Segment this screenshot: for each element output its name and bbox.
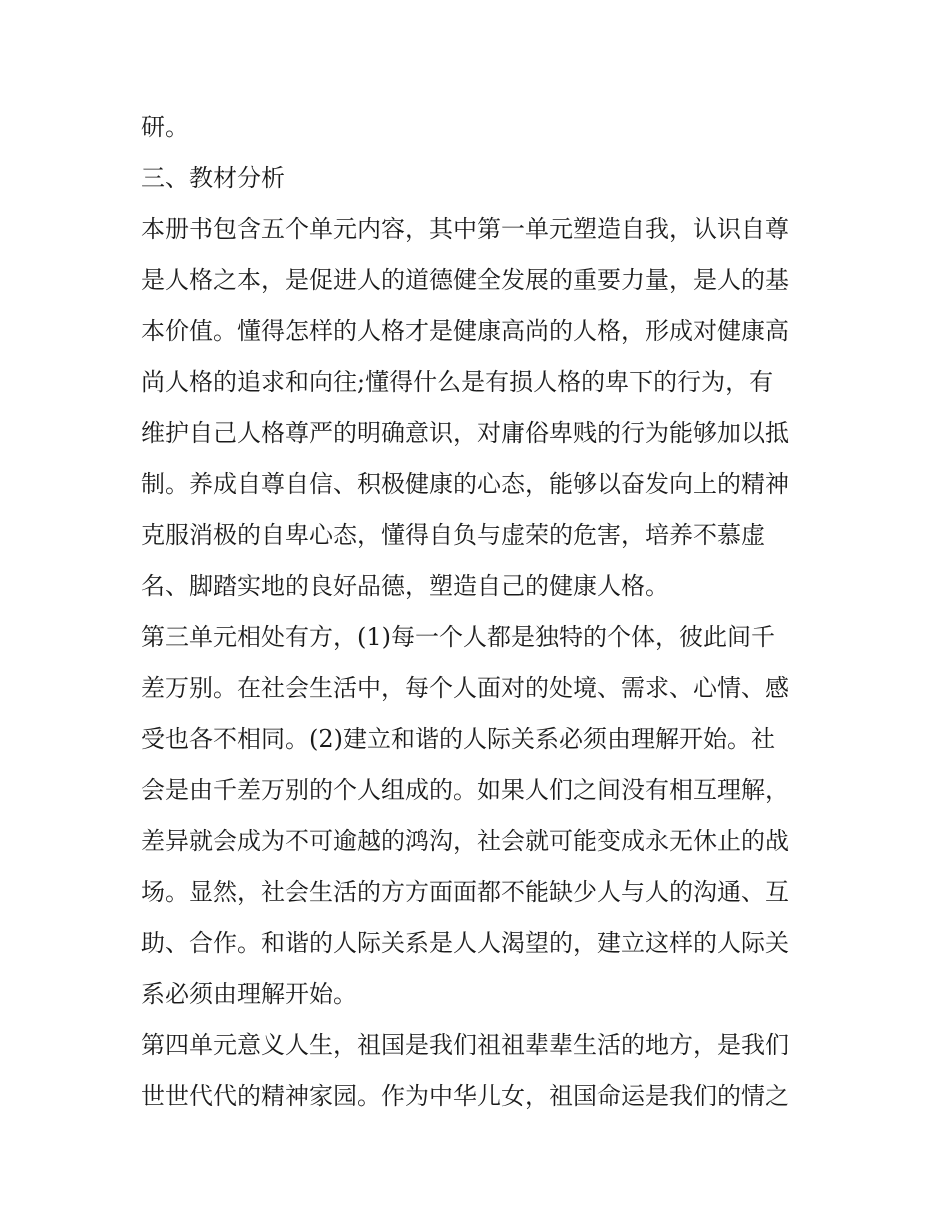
text-line: 尚人格的追求和向往;懂得什么是有损人格的卑下的行为，有 [141, 368, 774, 396]
text-line: 世世代代的精神家园。作为中华儿女，祖国命运是我们的情之 [141, 1082, 789, 1110]
text-line: 本价值。懂得怎样的人格才是健康高尚的人格，形成对健康高 [141, 317, 789, 345]
text-line: 本册书包含五个单元内容，其中第一单元塑造自我，认识自尊 [141, 215, 789, 243]
text-line: 会是由千差万别的个人组成的。如果人们之间没有相互理解， [141, 776, 789, 804]
text-line: 克服消极的自卑心态，懂得自负与虚荣的危害，培养不慕虚 [141, 521, 765, 549]
text-line: 差异就会成为不可逾越的鸿沟，社会就可能变成永无休止的战 [141, 827, 789, 855]
text-line: 受也各不相同。(2)建立和谐的人际关系必须由理解开始。社 [141, 725, 775, 753]
text-line: 第四单元意义人生，祖国是我们祖祖辈辈生活的地方，是我们 [141, 1031, 789, 1059]
text-line: 制。养成自尊自信、积极健康的心态，能够以奋发向上的精神 [141, 470, 789, 498]
text-line: 助、合作。和谐的人际关系是人人渴望的，建立这样的人际关 [141, 929, 789, 957]
text-line: 第三单元相处有方，(1)每一个人都是独特的个体，彼此间千 [141, 623, 775, 651]
text-line: 研。 [141, 113, 189, 141]
section-heading: 三、教材分析 [141, 164, 285, 192]
text-line: 维护自己人格尊严的明确意识，对庸俗卑贱的行为能够加以抵 [141, 419, 789, 447]
text-line: 差万别。在社会生活中，每个人面对的处境、需求、心情、感 [141, 674, 789, 702]
text-line: 是人格之本，是促进人的道德健全发展的重要力量，是人的基 [141, 266, 789, 294]
text-line: 名、脚踏实地的良好品德，塑造自己的健康人格。 [141, 572, 669, 600]
text-line: 系必须由理解开始。 [141, 980, 357, 1008]
text-line: 场。显然，社会生活的方方面面都不能缺少人与人的沟通、互 [141, 878, 789, 906]
